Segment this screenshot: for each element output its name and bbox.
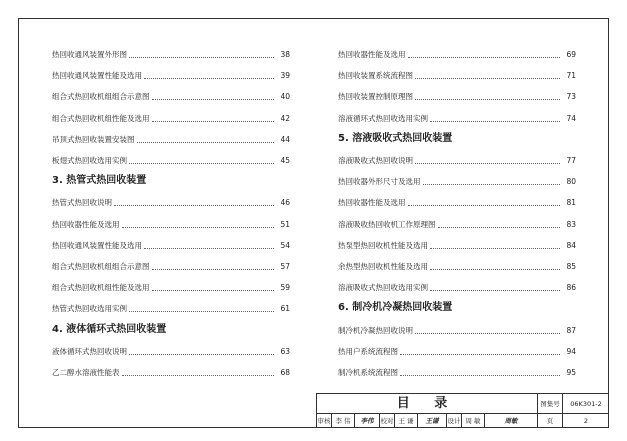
toc-entry-page: 77 (566, 156, 576, 165)
leader-dots (430, 269, 560, 270)
review-name: 李 伟 (335, 417, 351, 425)
toc-entry (338, 114, 576, 124)
review-label: 审核 (317, 417, 331, 425)
toc-entry-page: 87 (566, 325, 576, 335)
leader-dots (137, 142, 275, 143)
toc-entry (338, 368, 576, 378)
toc-entry-page: 85 (566, 262, 576, 271)
toc-entry-page: 59 (280, 283, 290, 293)
toc-entry-title: 板翅式热回收选用实例 (52, 156, 127, 165)
toc-entry-page: 57 (280, 262, 290, 271)
toc-entry (52, 304, 290, 314)
toc-entry-title: 热回收器性能及选用 (338, 198, 406, 208)
toc-entry (338, 220, 576, 230)
check-name: 王 谦 (398, 417, 414, 425)
toc-entry-title: 热回收器性能及选用 (338, 50, 406, 59)
toc-entry (338, 71, 576, 81)
toc-entry-title: 乙二醇水溶液性能表 (52, 368, 120, 377)
leader-dots (430, 121, 560, 122)
toc-entry-page: 42 (280, 113, 290, 123)
leader-dots (129, 354, 274, 355)
toc-entry (52, 71, 290, 81)
toc-entry (338, 347, 576, 357)
toc-entry (52, 135, 290, 145)
leader-dots (152, 99, 275, 100)
leader-dots (430, 290, 560, 291)
leader-dots (408, 205, 561, 206)
title-block-title: 目 录 (396, 396, 458, 411)
toc-entry (338, 198, 576, 208)
toc-entry-title: 热管式热回收说明 (52, 198, 112, 208)
leader-dots (415, 78, 560, 79)
toc-entry-page: 94 (566, 346, 576, 356)
toc-entry (338, 50, 576, 60)
atlas-number: 06K301-2 (570, 400, 602, 408)
leader-dots (122, 375, 275, 376)
toc-entry (338, 326, 576, 336)
toc-entry-title: 组合式热回收机组性能及选用 (52, 283, 150, 293)
review-signature: 李伟 (360, 417, 374, 425)
leader-dots (415, 333, 560, 334)
toc-entry-title: 热回收装置系统流程图 (338, 71, 413, 81)
leader-dots (415, 99, 560, 100)
section-heading: 5. 溶液吸收式热回收装置 (338, 132, 453, 144)
toc-entry (52, 262, 290, 272)
leader-dots (415, 163, 560, 164)
toc-entry-title: 热回收器性能及选用 (52, 219, 120, 229)
toc-entry-title: 溶液吸收式热回收说明 (338, 156, 413, 165)
leader-dots (400, 375, 560, 376)
toc-entry (338, 92, 576, 102)
leader-dots (152, 121, 275, 122)
leader-dots (423, 184, 561, 185)
toc-entry-title: 热回收通风装置性能及选用 (52, 71, 142, 81)
toc-entry-page: 84 (566, 240, 576, 250)
toc-entry (52, 241, 290, 251)
toc-entry-page: 86 (566, 283, 576, 293)
toc-entry-page: 95 (566, 368, 576, 377)
leader-dots (438, 227, 561, 228)
leader-dots (400, 354, 560, 355)
toc-entry-page: 45 (280, 156, 290, 165)
section-heading: 6. 制冷机冷凝热回收装置 (338, 302, 453, 314)
toc-entry-title: 液体循环式热回收说明 (52, 346, 127, 356)
leader-dots (152, 269, 275, 270)
toc-entry-title: 热回收通风装置性能及选用 (52, 240, 142, 250)
toc-entry-title: 组合式热回收机组性能及选用 (52, 113, 150, 123)
atlas-number-label: 图集号 (540, 400, 560, 408)
toc-entry-page: 63 (280, 346, 290, 356)
title-block (316, 393, 609, 428)
toc-entry-title: 热回收装置控制原理图 (338, 92, 413, 102)
toc-entry-page: 46 (280, 198, 290, 208)
section-heading: 3. 热管式热回收装置 (52, 175, 147, 187)
toc-entry-title: 热用户系统流程图 (338, 346, 398, 356)
toc-entry-page: 74 (566, 113, 576, 123)
toc-entry-page: 40 (280, 92, 290, 102)
toc-entry (338, 241, 576, 251)
toc-entry-page: 81 (566, 198, 576, 208)
toc-entry-title: 组合式热回收机组组合示意图 (52, 262, 150, 271)
toc-entry (52, 198, 290, 208)
toc-entry-title: 余热型热回收机性能及选用 (338, 262, 428, 271)
toc-entry-title: 组合式热回收机组组合示意图 (52, 92, 150, 102)
leader-dots (129, 57, 274, 58)
check-signature: 王谦 (425, 417, 439, 425)
toc-entry-page: 73 (566, 92, 576, 102)
toc-entry (52, 114, 290, 124)
leader-dots (430, 248, 560, 249)
toc-entry (338, 156, 576, 166)
design-label: 设计 (447, 417, 461, 425)
toc-entry-title: 溶液吸收热回收机工作原理图 (338, 219, 436, 229)
page-number: 2 (583, 417, 589, 425)
toc-entry-page: 69 (566, 50, 576, 59)
toc-entry-page: 44 (280, 134, 290, 144)
design-name: 周 敏 (465, 417, 481, 425)
design-signature: 周敏 (504, 417, 518, 425)
toc-entry (52, 283, 290, 293)
toc-entry-page: 83 (566, 219, 576, 229)
toc-entry (338, 177, 576, 187)
toc-entry (52, 92, 290, 102)
leader-dots (129, 163, 274, 164)
toc-entry (52, 368, 290, 378)
toc-entry (52, 156, 290, 166)
section-heading: 4. 液体循环式热回收装置 (52, 323, 167, 335)
leader-dots (144, 248, 274, 249)
toc-entry-page: 54 (280, 240, 290, 250)
leader-dots (408, 57, 561, 58)
toc-entry (338, 262, 576, 272)
leader-dots (144, 78, 274, 79)
leader-dots (152, 290, 275, 291)
page-label: 页 (546, 417, 554, 425)
toc-entry (52, 220, 290, 230)
toc-entry (52, 50, 290, 60)
toc-entry-title: 溶液吸收式热回收选用实例 (338, 283, 428, 293)
toc-entry (52, 347, 290, 357)
toc-entry-page: 80 (566, 177, 576, 187)
toc-entry-title: 热管式热回收选用实例 (52, 304, 127, 314)
toc-entry-page: 61 (280, 304, 290, 314)
toc-entry-page: 71 (566, 71, 576, 81)
toc-entry-title: 热泵型热回收机性能及选用 (338, 240, 428, 250)
check-label: 校对 (380, 417, 394, 425)
leader-dots (114, 205, 274, 206)
toc-entry-title: 制冷机系统流程图 (338, 368, 398, 377)
toc-entry-page: 39 (280, 71, 290, 81)
toc-entry-title: 制冷机冷凝热回收说明 (338, 325, 413, 335)
toc-entry (338, 283, 576, 293)
toc-entry-title: 溶液循环式热回收选用实例 (338, 113, 428, 123)
toc-entry-title: 热回收通风装置外形图 (52, 50, 127, 59)
toc-entry-page: 38 (280, 50, 290, 59)
leader-dots (129, 311, 274, 312)
toc-entry-page: 51 (280, 219, 290, 229)
leader-dots (122, 227, 275, 228)
toc-entry-page: 68 (280, 368, 290, 377)
toc-entry-title: 热回收器外形尺寸及选用 (338, 177, 421, 187)
toc-entry-title: 吊顶式热回收装置安装图 (52, 134, 135, 144)
